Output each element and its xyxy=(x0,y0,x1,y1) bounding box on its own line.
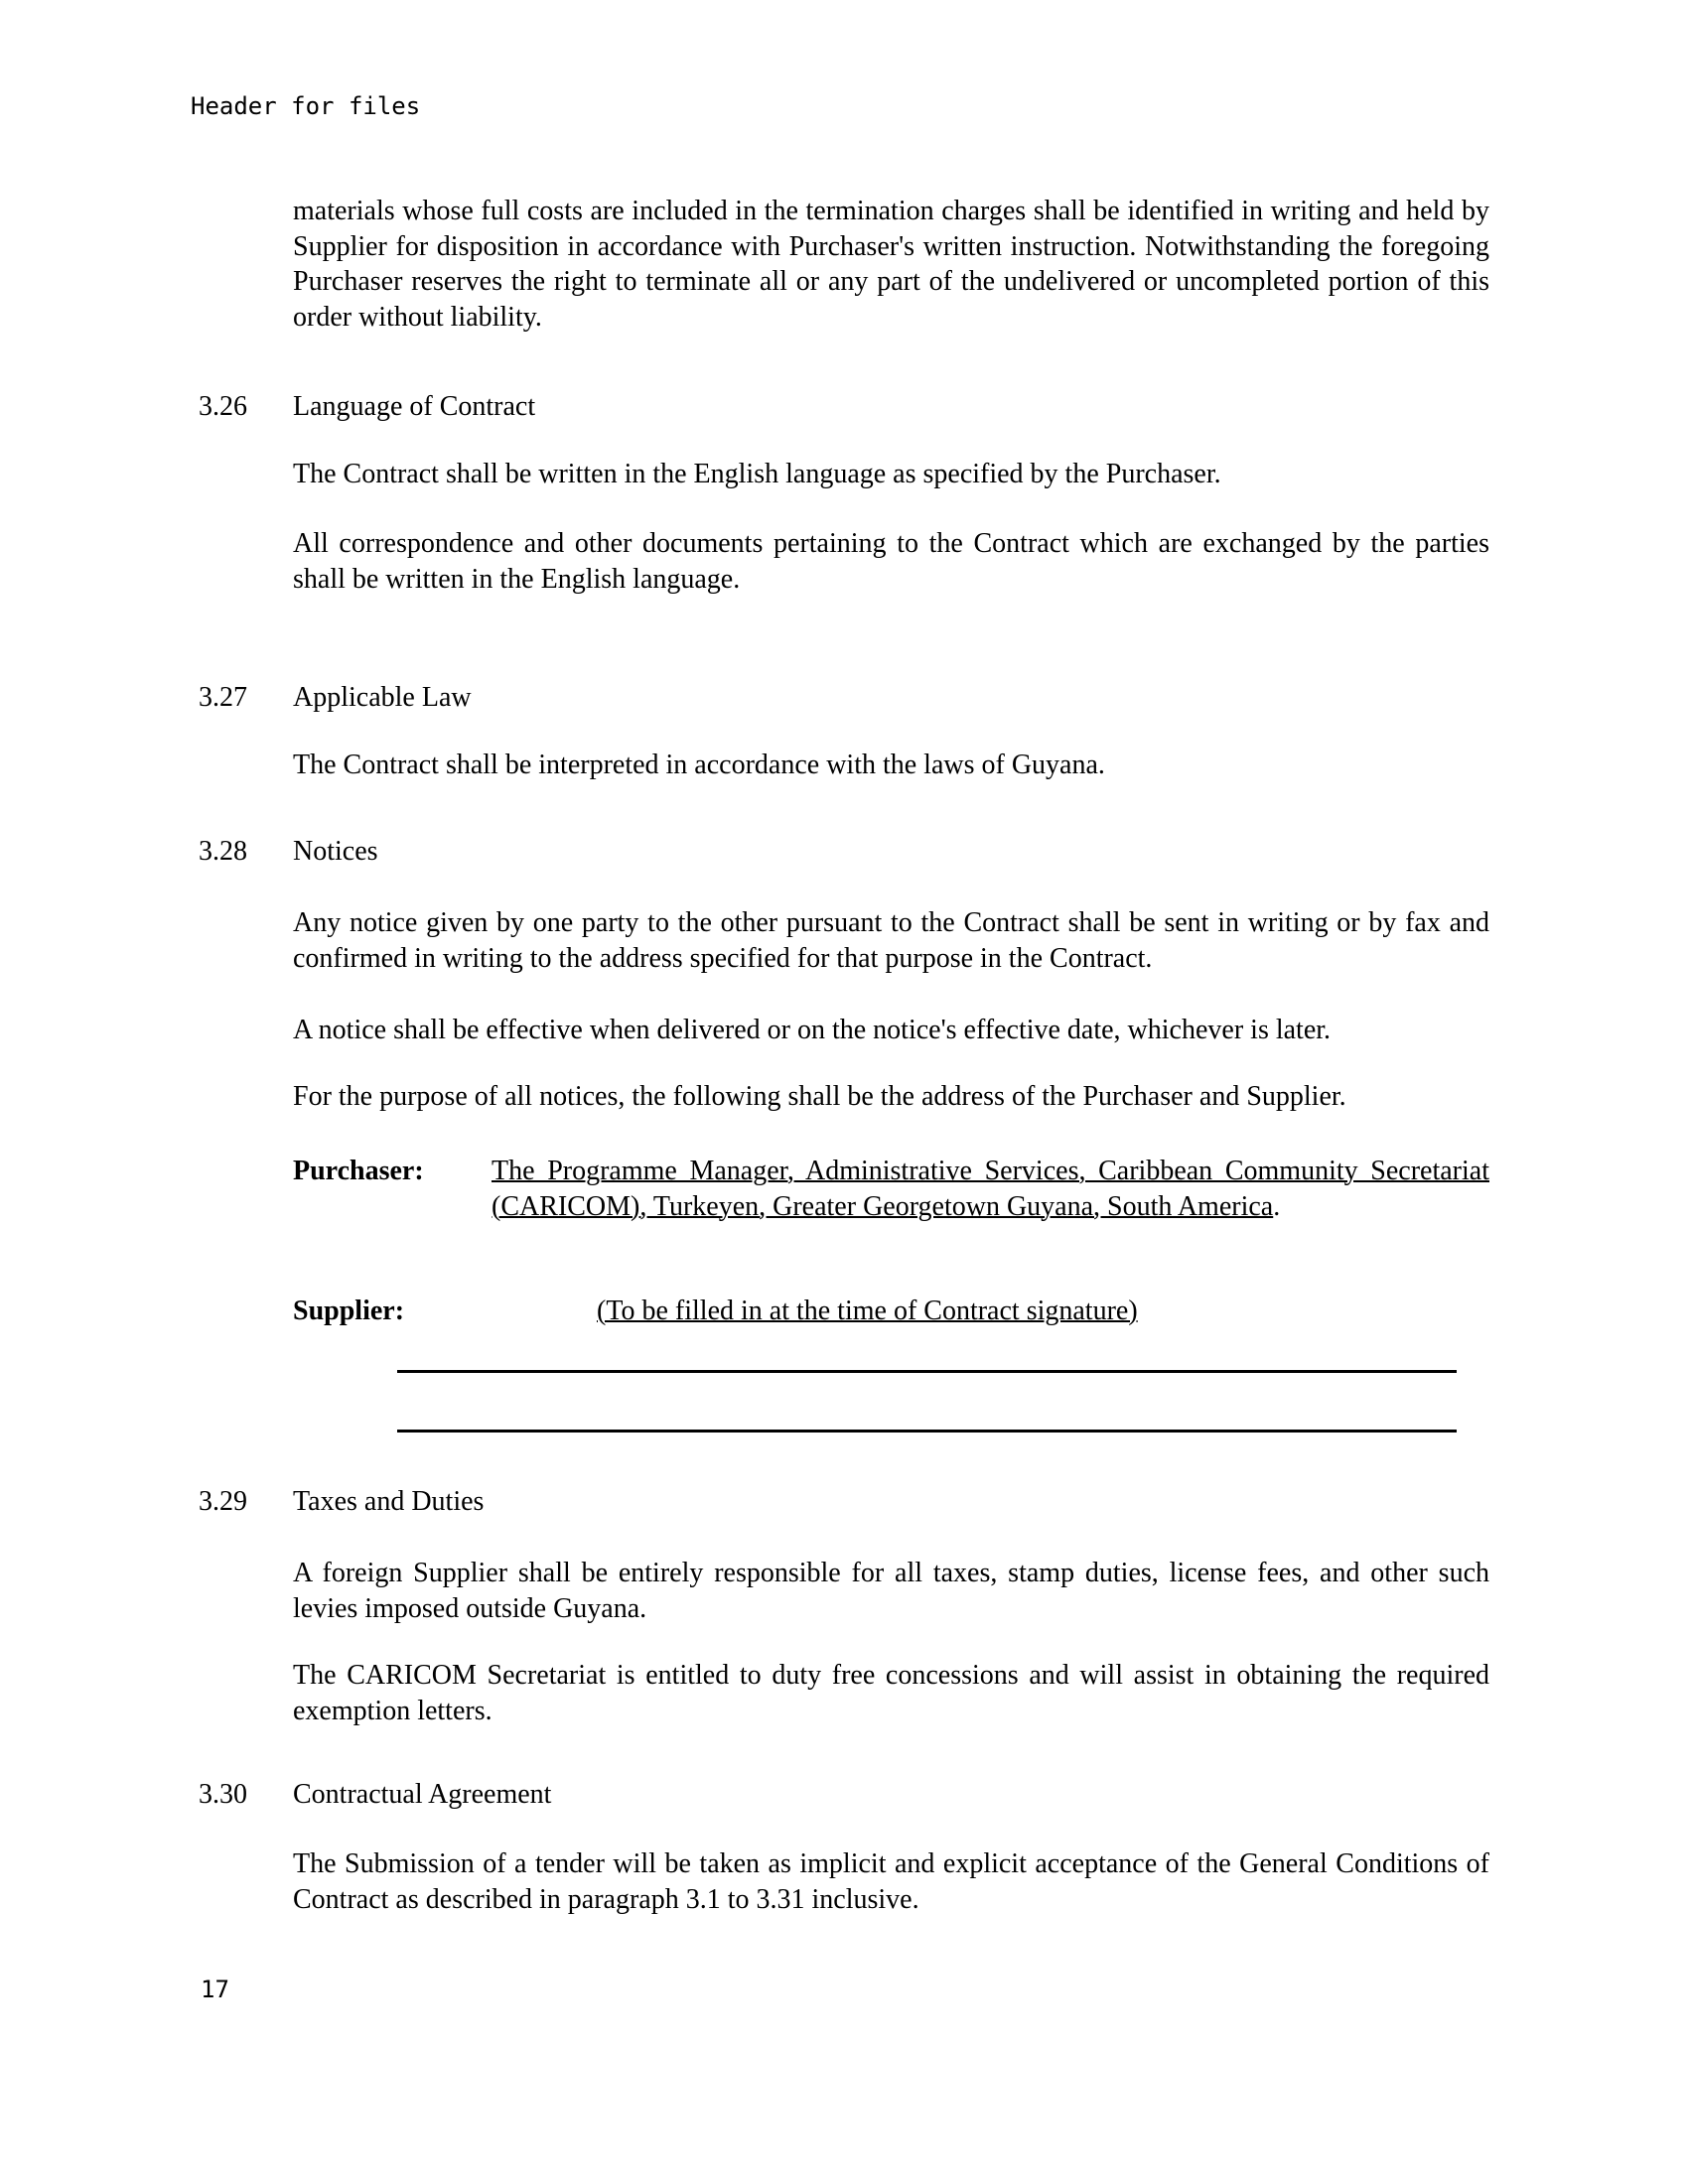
purchaser-address-period: . xyxy=(1273,1190,1281,1222)
purchaser-address-row xyxy=(293,1154,1489,1224)
section-number: 3.26 xyxy=(199,391,247,422)
supplier-address-row xyxy=(293,1294,1489,1329)
paragraph: A notice shall be effective when delivered or on the notice's effective date, whichever is later. xyxy=(293,1015,1332,1045)
signature-line-1 xyxy=(397,1370,1457,1373)
section-heading-3-28 xyxy=(199,834,1489,870)
section-heading-3-30 xyxy=(199,1777,1489,1813)
section-title: Applicable Law xyxy=(293,682,472,713)
paragraph: All correspondence and other documents pertaining to the Contract which are exchanged by the parties shall be written in the English language. xyxy=(293,528,1489,595)
supplier-placeholder: (To be filled in at the time of Contract signature) xyxy=(597,1296,1138,1326)
intro-paragraph: materials whose full costs are included in the termination charges shall be identified in writing and held by Supplier for disposition in accordance with Purchaser's written instruction. Notwithstanding the foregoing Purchaser reserves the right to terminate all or any part of the undelivered or uncompleted portion of this order without liability. xyxy=(293,196,1489,333)
purchaser-label: Purchaser: xyxy=(293,1156,424,1186)
paragraph: Any notice given by one party to the other pursuant to the Contract shall be sent in writing or by fax and confirmed in writing to the address specified for that purpose in the Contract. xyxy=(293,907,1489,974)
paragraph: The Contract shall be interpreted in accordance with the laws of Guyana. xyxy=(293,750,1105,780)
purchaser-address: The Programme Manager, Administrative Services, Caribbean Community Secretariat (CARICOM), Turkeyen, Greater Georgetown Guyana, South America. xyxy=(492,1156,1489,1222)
section-number: 3.30 xyxy=(199,1779,247,1810)
section-title: Language of Contract xyxy=(293,391,536,422)
paragraph: The Submission of a tender will be taken as implicit and explicit acceptance of the General Conditions of Contract as described in paragraph 3.1 to 3.31 inclusive. xyxy=(293,1848,1489,1915)
section-number: 3.28 xyxy=(199,836,247,867)
supplier-label: Supplier: xyxy=(293,1296,405,1326)
section-number: 3.29 xyxy=(199,1486,247,1517)
section-heading-3-26 xyxy=(199,389,1489,425)
signature-line-2 xyxy=(397,1430,1457,1433)
section-title: Taxes and Duties xyxy=(293,1486,485,1517)
section-heading-3-29 xyxy=(199,1484,1489,1520)
paragraph: The Contract shall be written in the English language as specified by the Purchaser. xyxy=(293,459,1221,489)
section-title: Contractual Agreement xyxy=(293,1779,552,1810)
paragraph: For the purpose of all notices, the following shall be the address of the Purchaser and Supplier. xyxy=(293,1081,1346,1112)
paragraph: The CARICOM Secretariat is entitled to duty free concessions and will assist in obtaining the required exemption letters. xyxy=(293,1660,1489,1726)
running-header: Header for files xyxy=(191,92,421,120)
paragraph: A foreign Supplier shall be entirely responsible for all taxes, stamp duties, license fees, and other such levies imposed outside Guyana. xyxy=(293,1558,1489,1624)
section-title: Notices xyxy=(293,836,378,867)
section-number: 3.27 xyxy=(199,682,247,713)
page-number: 17 xyxy=(201,1976,229,2003)
section-heading-3-27 xyxy=(199,680,1489,716)
